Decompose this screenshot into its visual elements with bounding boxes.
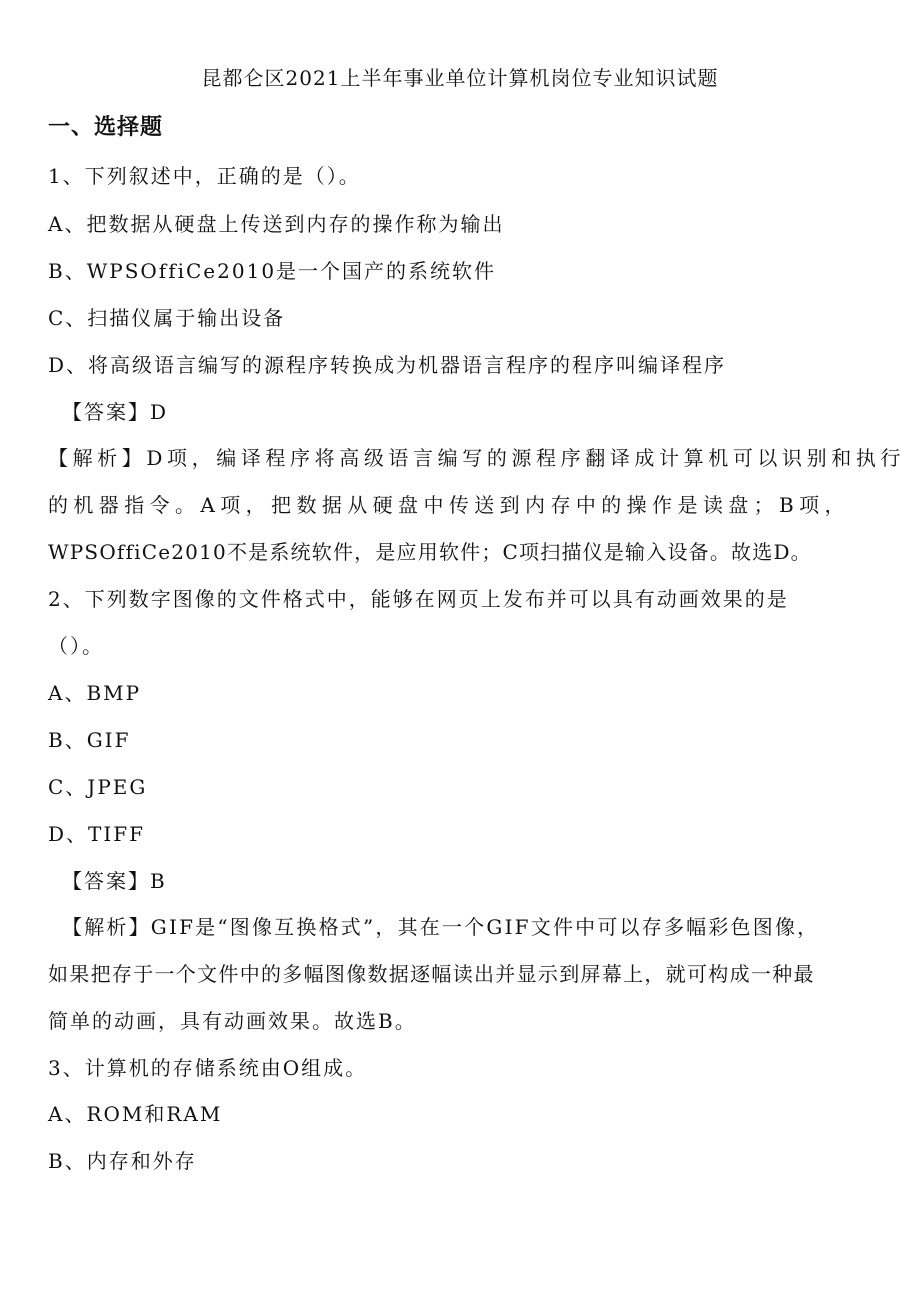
- document-title: 昆都仑区2021上半年事业单位计算机岗位专业知识试题: [201, 66, 719, 90]
- question-1-explanation-line-3: WPSOffiCe2010不是系统软件，是应用软件；C项扫描仪是输入设备。故选D。: [48, 540, 812, 564]
- question-2-stem-line-1: 2、下列数字图像的文件格式中，能够在网页上发布并可以具有动画效果的是: [48, 587, 789, 611]
- question-1-explanation-line-2: 的机器指令。A项，把数据从硬盘中传送到内存中的操作是读盘；B项，: [48, 493, 850, 517]
- question-1-option-d: D、将高级语言编写的源程序转换成为机器语言程序的程序叫编译程序: [48, 353, 727, 377]
- question-3-option-a: A、ROM和RAM: [48, 1102, 223, 1126]
- question-1-option-a: A、把数据从硬盘上传送到内存的操作称为输出: [48, 212, 505, 236]
- question-3-stem: 3、计算机的存储系统由O组成。: [48, 1056, 368, 1080]
- question-1-option-b: B、WPSOffiCe2010是一个国产的系统软件: [48, 259, 497, 283]
- question-1-option-c: C、扫描仪属于输出设备: [48, 306, 286, 330]
- question-2-explanation-line-2: 如果把存于一个文件中的多幅图像数据逐幅读出并显示到屏幕上，就可构成一种最: [48, 962, 815, 986]
- question-2-option-c: C、JPEG: [48, 775, 148, 799]
- section-heading: 一、选择题: [48, 115, 164, 140]
- question-1-answer: 【答案】D: [62, 400, 169, 424]
- question-2-explanation-line-3: 简单的动画，具有动画效果。故选B。: [48, 1009, 417, 1033]
- question-2-option-b: B、GIF: [48, 728, 131, 752]
- question-3-option-b: B、内存和外存: [48, 1149, 197, 1173]
- question-2-option-d: D、TIFF: [48, 822, 146, 846]
- question-1-explanation-line-1: 【解析】D项，编译程序将高级语言编写的源程序翻译成计算机可以识别和执行: [48, 446, 906, 470]
- question-2-stem-line-2: （）。: [48, 634, 104, 658]
- question-2-explanation-line-1: 【解析】GIF是“图像互换格式”，其在一个GIF文件中可以存多幅彩色图像，: [62, 915, 820, 939]
- question-2-answer: 【答案】B: [62, 869, 167, 893]
- question-1-stem: 1、下列叙述中，正确的是（）。: [48, 164, 361, 188]
- question-2-option-a: A、BMP: [48, 681, 142, 705]
